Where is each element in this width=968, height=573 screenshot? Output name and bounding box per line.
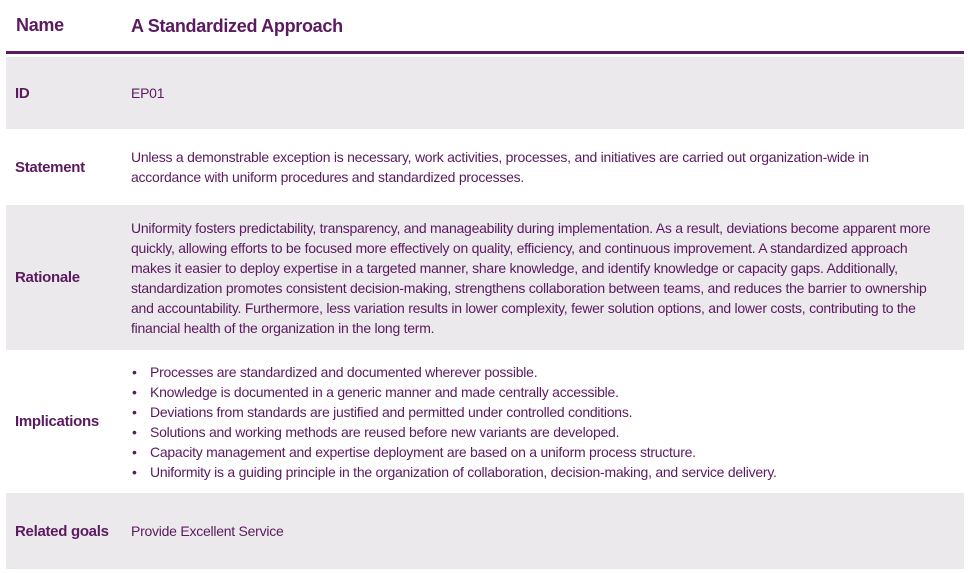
- implications-list: [131, 362, 936, 482]
- list-item: • Knowledge is documented in a generic manner and made centrally accessible.: [131, 382, 936, 402]
- list-item: • Deviations from standards are justified and permitted under controlled conditions.: [131, 402, 936, 422]
- statement-row: [6, 129, 964, 205]
- related-goals-value: Provide Excellent Service: [131, 523, 284, 539]
- list-item: • Capacity management and expertise deployment are based on a uniform process structure.: [131, 442, 936, 462]
- statement-label: Statement: [15, 158, 85, 176]
- rationale-row: [6, 205, 964, 350]
- list-item: • Processes are standardized and documented wherever possible.: [131, 362, 936, 382]
- id-value: EP01: [131, 85, 165, 101]
- implications-row: [6, 350, 964, 493]
- list-item: • Solutions and working methods are reused before new variants are developed.: [131, 422, 936, 442]
- implications-value: [131, 362, 964, 482]
- name-label: Name: [16, 15, 64, 35]
- related-goals-label: Related goals: [15, 522, 109, 540]
- principle-title: A Standardized Approach: [131, 15, 343, 36]
- principle-table: [6, 0, 964, 569]
- rationale-label: Rationale: [15, 269, 80, 286]
- header-row: [6, 0, 964, 54]
- list-item: • Uniformity is a guiding principle in the organization of collaboration, decision-making, and service delivery.: [131, 462, 936, 482]
- related-goals-row: [6, 493, 964, 569]
- statement-value: Unless a demonstrable exception is necessary, work activities, processes, and initiatives are carried out organization-wide in accordance with uniform procedures and standardized processes.: [131, 149, 869, 185]
- id-label: ID: [15, 84, 30, 102]
- rationale-value: Uniformity fosters predictability, transparency, and manageability during implementation. As a result, deviations become apparent more quickly, allowing efforts to be focused more effectively on quality, efficiency, and continuous improvement. A standardized approach makes it easier to deploy expertise in a targeted manner, share knowledge, and identify knowledge or capacity gaps. Additionally, standardization promotes consistent decision-making, strengthens collaboration between teams, and reduces the barrier to ownership and accountability. Furthermore, less variation results in lower complexity, fewer solution options, and lower costs, contributing to the financial health of the organization in the long term.: [131, 219, 931, 336]
- id-row: [6, 57, 964, 129]
- implications-label: Implications: [15, 413, 99, 430]
